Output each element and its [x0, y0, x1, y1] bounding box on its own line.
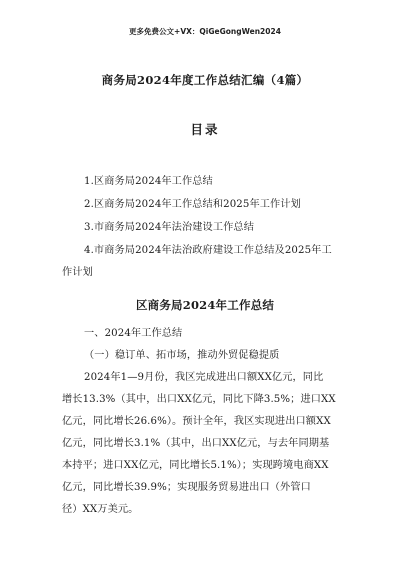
paragraph-line: 亿元，同比增长26.6%）。预计全年，我区实现进出口额XX: [62, 416, 331, 427]
paragraph-line: 亿元，同比增长3.1%（其中，出口XX亿元，与去年同期基: [62, 438, 330, 449]
paragraph-line: 亿元，同比增长39.9%；实现服务贸易进出口（外管口: [62, 482, 311, 493]
toc-item-1[interactable]: 1.区商务局2024年工作总结: [84, 176, 213, 187]
toc-item-3[interactable]: 3.市商务局2024年法治建设工作总结: [84, 222, 254, 233]
toc-item-4-continued[interactable]: 作计划: [62, 267, 93, 278]
paragraph-line: 2024年1—9月份，我区完成进出口额XX亿元，同比: [84, 372, 324, 383]
section-subheading: 一、2024年工作总结: [84, 328, 183, 339]
paragraph-line: 本持平；进口XX亿元，同比增长5.1%）；实现跨境电商XX: [62, 460, 329, 471]
paragraph-line: 径）XX万美元。: [62, 504, 139, 515]
section-title: 区商务局2024年工作总结: [135, 298, 275, 312]
toc-item-4[interactable]: 4.市商务局2024年法治政府建设工作总结及2025年工: [84, 245, 332, 256]
document-title: 商务局2024年度工作总结汇编（4篇）: [101, 73, 309, 87]
toc-heading: 目录: [190, 122, 220, 137]
toc-item-2[interactable]: 2.区商务局2024年工作总结和2025年工作计划: [84, 199, 301, 210]
page-header-note: 更多免费公文+VX：QiGeGongWen2024: [129, 27, 281, 36]
paragraph-line: 增长13.3%（其中，出口XX亿元，同比下降3.5%；进口XX: [62, 394, 336, 405]
section-subsubheading: （一）稳订单、拓市场，推动外贸促稳提质: [84, 350, 280, 361]
